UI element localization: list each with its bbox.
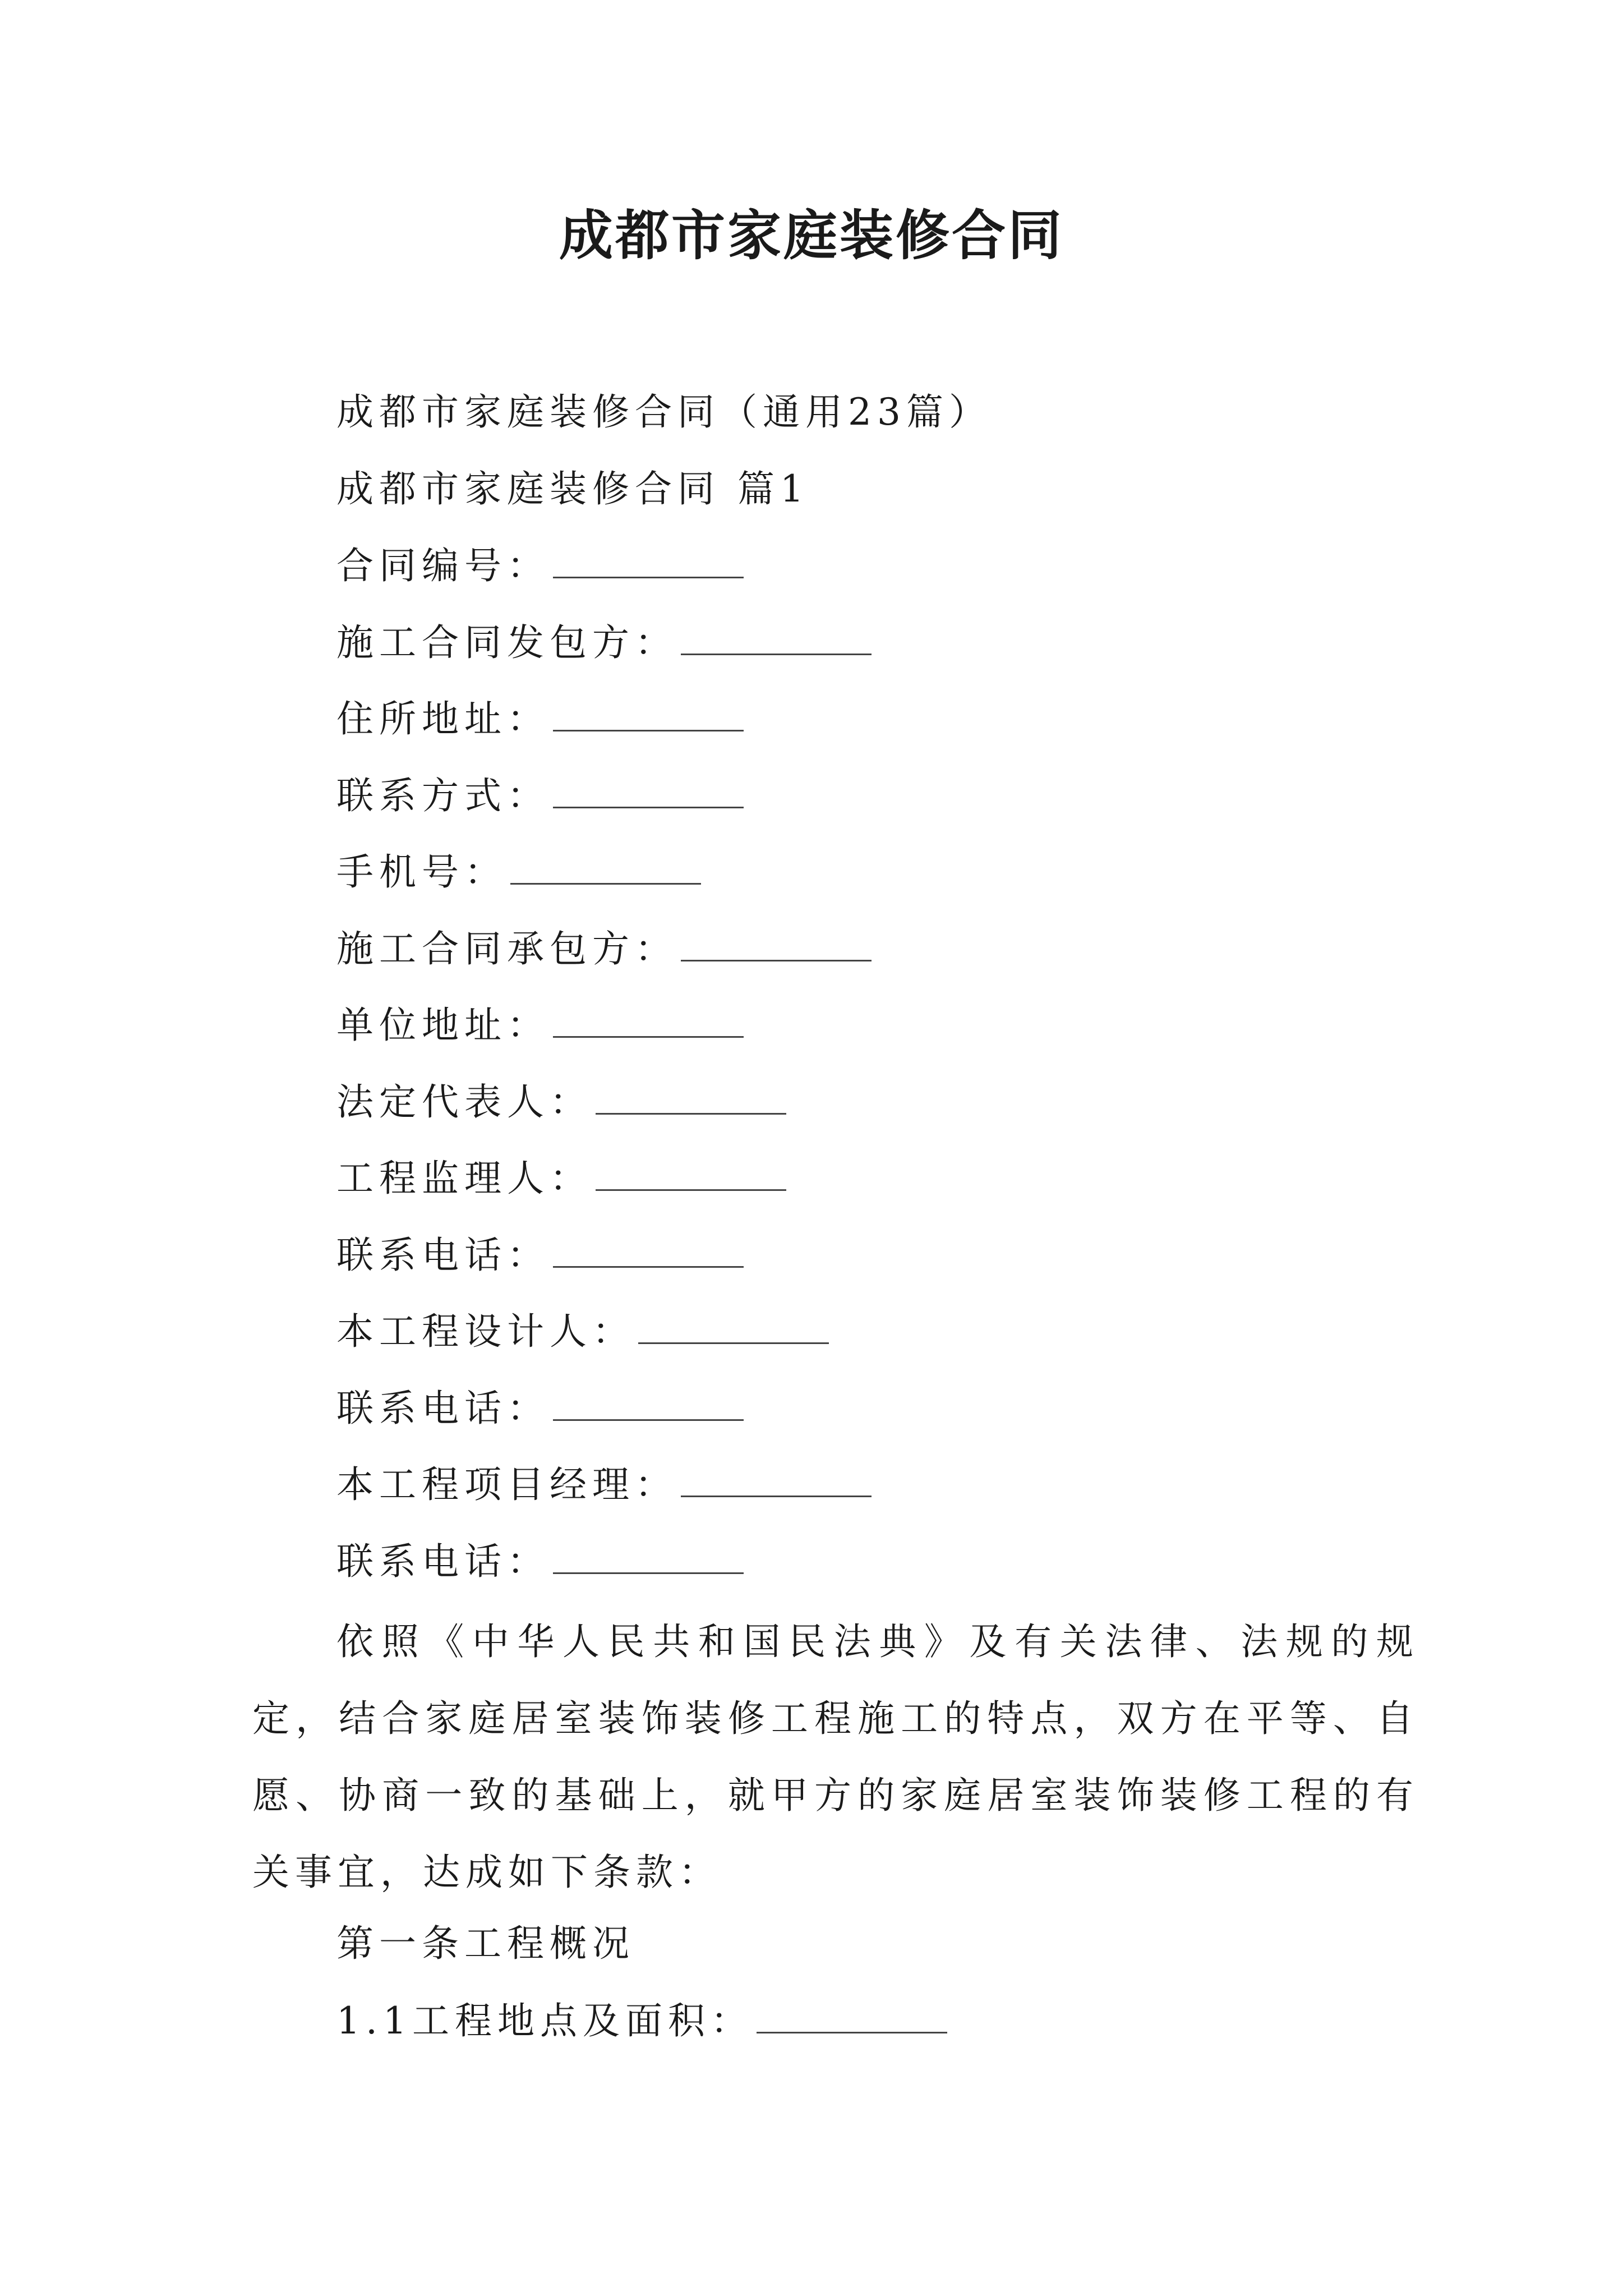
section-heading: 成都市家庭装修合同 篇1 — [336, 467, 809, 510]
field-phone — [336, 1539, 744, 1584]
field-supervisor — [336, 1156, 786, 1201]
field-label: 法定代表人： — [336, 1080, 592, 1124]
blank-line — [553, 543, 744, 578]
document-title: 成都市家庭装修合同 — [559, 204, 1064, 267]
field-company-address — [336, 1002, 744, 1048]
blank-line — [596, 1156, 786, 1191]
field-label: 本工程项目经理： — [336, 1463, 677, 1506]
field-contractor — [336, 926, 872, 972]
field-label: 住所地址： — [336, 697, 550, 740]
clause-label: 1.1工程地点及面积： — [336, 1999, 753, 2042]
article-heading: 第一条工程概况 — [336, 1922, 635, 1965]
field-label: 工程监理人： — [336, 1157, 592, 1200]
blank-line — [757, 1998, 947, 2033]
field-label: 联系电话： — [336, 1387, 550, 1430]
field-label: 单位地址： — [336, 1004, 550, 1047]
blank-line — [553, 1539, 744, 1574]
field-label: 施工合同发包方： — [336, 621, 677, 664]
preamble-paragraph: 依照《中华人民共和国民法典》及有关法律、法规的规定，结合家庭居室装饰装修工程施工的特点，双方在平等、自愿、协商一致的基础上，就甲方的家庭居室装饰装修工程的有关事宜，达成如下条款： — [252, 1620, 1419, 1894]
field-mobile — [336, 849, 701, 895]
field-label: 施工合同承包方： — [336, 927, 677, 970]
blank-line — [681, 926, 872, 961]
blank-line — [681, 620, 872, 655]
field-label: 联系电话： — [336, 1234, 550, 1277]
blank-line — [681, 1462, 872, 1497]
blank-line — [553, 696, 744, 731]
field-phone — [336, 1232, 744, 1278]
field-contract-number — [336, 543, 744, 588]
clause-1-1 — [336, 1998, 947, 2044]
blank-line — [553, 773, 744, 808]
field-project-manager — [336, 1462, 872, 1507]
blank-line — [553, 1386, 744, 1421]
blank-line — [510, 849, 701, 885]
field-label: 合同编号： — [336, 544, 550, 587]
field-label: 手机号： — [336, 850, 507, 894]
blank-line — [553, 1232, 744, 1268]
field-phone — [336, 1386, 744, 1431]
blank-line — [638, 1309, 829, 1344]
field-label: 联系电话： — [336, 1540, 550, 1583]
field-contact-method — [336, 773, 744, 818]
field-employer — [336, 620, 872, 665]
document-subtitle: 成都市家庭装修合同（通用23篇） — [336, 390, 992, 434]
field-label: 联系方式： — [336, 774, 550, 817]
field-label: 本工程设计人： — [336, 1310, 635, 1353]
field-address — [336, 696, 744, 742]
blank-line — [553, 1002, 744, 1038]
field-designer — [336, 1309, 829, 1354]
field-legal-representative — [336, 1079, 786, 1125]
blank-line — [596, 1079, 786, 1115]
